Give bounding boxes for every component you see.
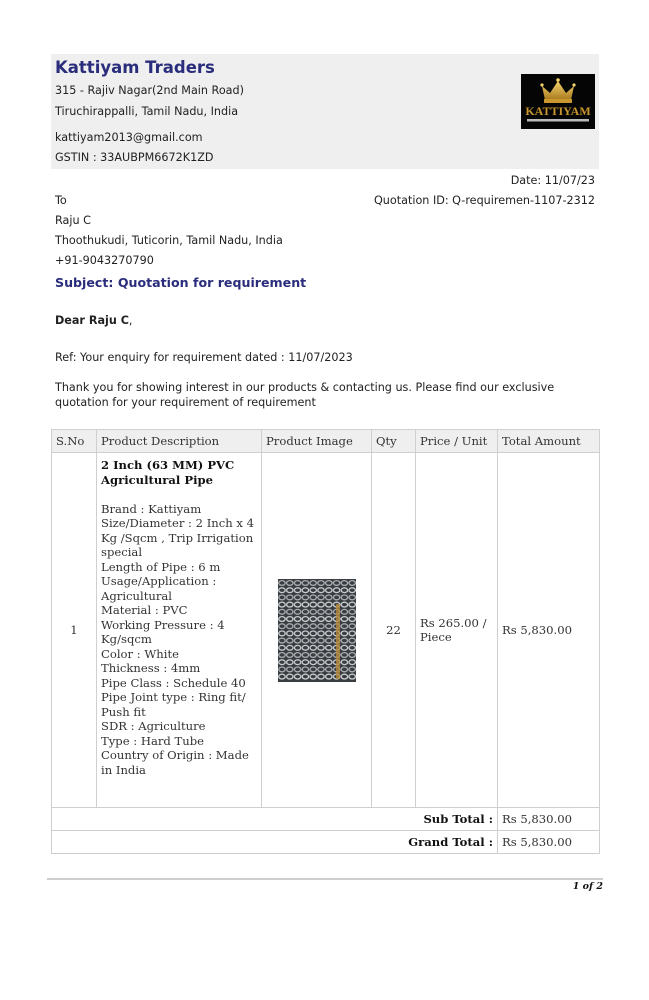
crown-icon xyxy=(521,74,595,129)
product-detail-line: Country of Origin : Made in India xyxy=(101,748,249,777)
product-detail-line: SDR : Agriculture xyxy=(101,719,206,733)
product-detail-line: Pipe Class : Schedule 40 xyxy=(101,675,246,690)
subtotal-value: Rs 5,830.00 xyxy=(498,808,600,831)
to-label: To xyxy=(55,194,67,207)
quotation-table xyxy=(51,429,600,854)
row-image xyxy=(262,453,372,808)
product-title: 2 Inch (63 MM) PVC Agricultural Pipe xyxy=(101,458,235,487)
page-number: 1 of 2 xyxy=(572,881,603,892)
quotation-date: Date: 11/07/23 xyxy=(510,174,595,187)
grandtotal-row xyxy=(52,831,600,854)
product-detail-line: Type : Hard Tube xyxy=(101,733,204,748)
row-price: Rs 265.00 / Piece xyxy=(416,453,498,808)
product-detail-line: Color : White xyxy=(101,646,179,661)
company-name: Kattiyam Traders xyxy=(55,58,215,77)
header-description: Product Description xyxy=(97,430,262,453)
footer-divider xyxy=(47,878,603,880)
grandtotal-value: Rs 5,830.00 xyxy=(498,831,600,854)
table-header-row xyxy=(52,430,600,453)
svg-text:KATTIYAM: KATTIYAM xyxy=(525,104,591,118)
reference-line: Ref: Your enquiry for requirement dated : 11/07/2023 xyxy=(55,351,353,364)
subject-line: Subject: Quotation for requirement xyxy=(55,275,307,290)
product-details xyxy=(101,502,257,778)
recipient-phone: +91-9043270790 xyxy=(55,254,154,267)
product-detail-line: Brand : Kattiyam xyxy=(101,501,202,516)
company-address-line1: 315 - Rajiv Nagar(2nd Main Road) xyxy=(55,84,244,97)
product-detail-line: Size/Diameter : 2 Inch x 4 Kg /Sqcm , Trip Irrigation special xyxy=(101,516,254,559)
quotation-id: Quotation ID: Q-requiremen-1107-2312 xyxy=(373,194,595,207)
product-detail-line: Working Pressure : 4 Kg/sqcm xyxy=(101,617,225,646)
company-gstin: GSTIN : 33AUBPM6672K1ZD xyxy=(55,151,214,164)
company-logo xyxy=(521,74,595,129)
header-qty: Qty xyxy=(372,430,416,453)
row-qty: 22 xyxy=(372,453,416,808)
product-image xyxy=(278,579,356,682)
product-detail-line: Material : PVC xyxy=(101,603,188,617)
greeting xyxy=(55,314,132,327)
company-address-line2: Tiruchirappalli, Tamil Nadu, India xyxy=(55,105,239,118)
company-header xyxy=(51,54,599,169)
greeting-name: Dear Raju C xyxy=(55,314,129,327)
recipient-name: Raju C xyxy=(55,214,91,227)
header-total: Total Amount xyxy=(498,430,600,453)
subtotal-row xyxy=(52,808,600,831)
header-sno: S.No xyxy=(52,430,97,453)
intro-paragraph: Thank you for showing interest in our products & contacting us. Please find our exclusive quotation for your requirement of requirement xyxy=(55,381,555,409)
subtotal-label: Sub Total : xyxy=(52,808,498,831)
product-detail-line: Pipe Joint type : Ring fit/ Push fit xyxy=(101,690,246,719)
header-image: Product Image xyxy=(262,430,372,453)
recipient-address: Thoothukudi, Tuticorin, Tamil Nadu, India xyxy=(55,234,283,247)
company-email: kattiyam2013@gmail.com xyxy=(55,131,203,144)
row-total: Rs 5,830.00 xyxy=(498,453,600,808)
row-description xyxy=(97,453,262,808)
header-price: Price / Unit xyxy=(416,430,498,453)
product-detail-line: Thickness : 4mm xyxy=(101,661,201,675)
greeting-comma: , xyxy=(128,314,133,327)
table-row xyxy=(52,453,600,808)
grandtotal-label: Grand Total : xyxy=(52,831,498,854)
row-sno: 1 xyxy=(52,453,97,808)
product-detail-line: Length of Pipe : 6 m xyxy=(101,559,221,574)
product-detail-line: Usage/Application : Agricultural xyxy=(101,574,217,603)
